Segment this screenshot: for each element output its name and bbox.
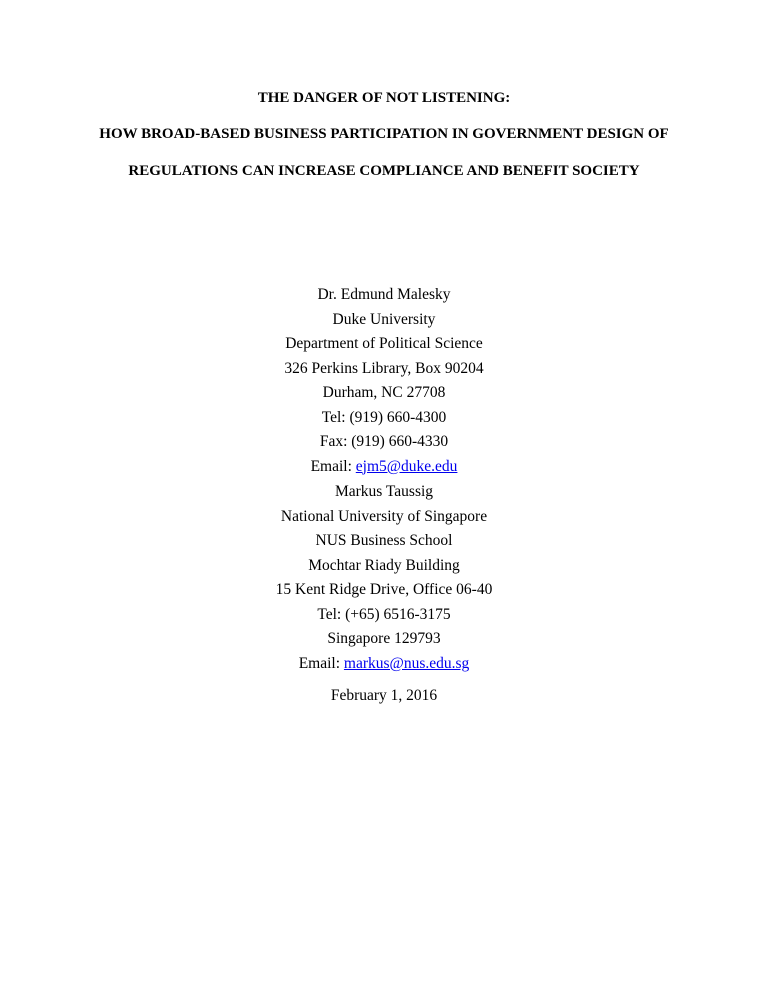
author-block-taussig (0, 480, 768, 676)
author-fax: Fax: (919) 660-4330 (319, 433, 449, 450)
author-email-line (0, 652, 768, 677)
author-email-line (0, 455, 768, 480)
document-date: February 1, 2016 (330, 687, 438, 704)
author-address-line-1: 326 Perkins Library, Box 90204 (284, 359, 484, 377)
author-building: Mochtar Riady Building (308, 556, 460, 574)
email-link[interactable]: markus@nus.edu.sg (343, 654, 470, 672)
author-department: NUS Business School (315, 532, 453, 549)
title-line-1: THE DANGER OF NOT LISTENING: (257, 90, 511, 106)
author-address-line-2: Singapore 129793 (327, 630, 441, 647)
author-name: Markus Taussig (334, 483, 434, 500)
author-block-malesky (0, 283, 768, 479)
title-line-3: REGULATIONS CAN INCREASE COMPLIANCE AND BENEFIT SOCIETY (128, 163, 640, 179)
author-affiliation: National University of Singapore (280, 507, 488, 525)
author-affiliation: Duke University (332, 310, 436, 328)
email-label: Email: (310, 457, 356, 475)
title-line-2: HOW BROAD-BASED BUSINESS PARTICIPATION IN GOVERNMENT DESIGN OF (99, 126, 669, 142)
author-telephone: Tel: (+65) 6516-3175 (317, 605, 451, 623)
email-label: Email: (298, 654, 344, 672)
author-telephone: Tel: (919) 660-4300 (321, 408, 447, 426)
author-department: Department of Political Science (285, 335, 483, 352)
email-link[interactable]: ejm5@duke.edu (355, 457, 458, 475)
author-name: Dr. Edmund Malesky (317, 286, 451, 303)
author-address-line-2: Durham, NC 27708 (322, 384, 446, 401)
author-address-line-1: 15 Kent Ridge Drive, Office 06-40 (275, 581, 493, 598)
